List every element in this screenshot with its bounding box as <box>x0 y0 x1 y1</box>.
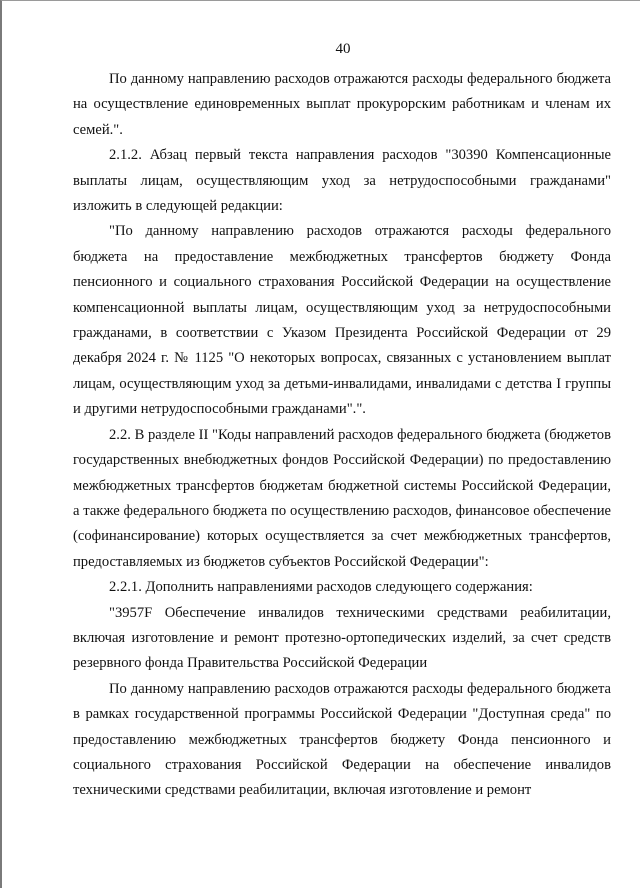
document-body <box>73 67 611 804</box>
page-number: 40 <box>335 41 351 57</box>
paragraph-4: 2.2. В разделе II "Коды направлений расходов федерального бюджета (бюджетов государственных внебюджетных фондов Российской Федерации) по предоставлению межбюджетных трансфертов бюджетам бюджетной системы Российской Федерации, а также федерального бюджета по осуществлению расходов, финансовое обеспечение (софинансирование) которых осуществляется за счет межбюджетных трансфертов, предоставляемых из бюджетов субъектов Российской Федерации": <box>73 426 611 570</box>
paragraph-7: По данному направлению расходов отражаются расходы федерального бюджета в рамках государственной программы Российской Федерации "Доступная среда" по предоставлению межбюджетных трансфертов бюджету Фонда пенсионного и социального страхования Российской Федерации на обеспечение инвалидов техническими средствами реабилитации, включая изготовление и ремонт <box>73 680 611 799</box>
paragraph-2: 2.1.2. Абзац первый текста направления расходов "30390 Компенсационные выплаты лицам, осуществляющим уход за нетрудоспособными гражданами" изложить в следующей редакции: <box>73 147 611 215</box>
paragraph-5: 2.2.1. Дополнить направлениями расходов следующего содержания: <box>109 579 533 596</box>
paragraph-3: "По данному направлению расходов отражаются расходы федерального бюджета на предоставление межбюджетных трансфертов бюджету Фонда пенсионного и социального страхования Российской Федерации на осуществление компенсационной выплаты лицам, осуществляющим уход за нетрудоспособными гражданами, в соответствии с Указом Президента Российской Федерации от 29 декабря 2024 г. № 1125 "О некоторых вопросах, связанных с установлением выплат лицам, осуществляющим уход за детьми-инвалидами, инвалидами с детства I группы и другими нетрудоспособными гражданами".". <box>73 223 611 418</box>
paragraph-6: "3957F Обеспечение инвалидов техническими средствами реабилитации, включая изготовление и ремонт протезно-ортопедических изделий, за счет средств резервного фонда Правительства Российской Федерации <box>73 604 611 672</box>
paragraph-1: По данному направлению расходов отражаются расходы федерального бюджета на осуществление единовременных выплат прокурорским работникам и членам их семей.". <box>73 71 611 138</box>
